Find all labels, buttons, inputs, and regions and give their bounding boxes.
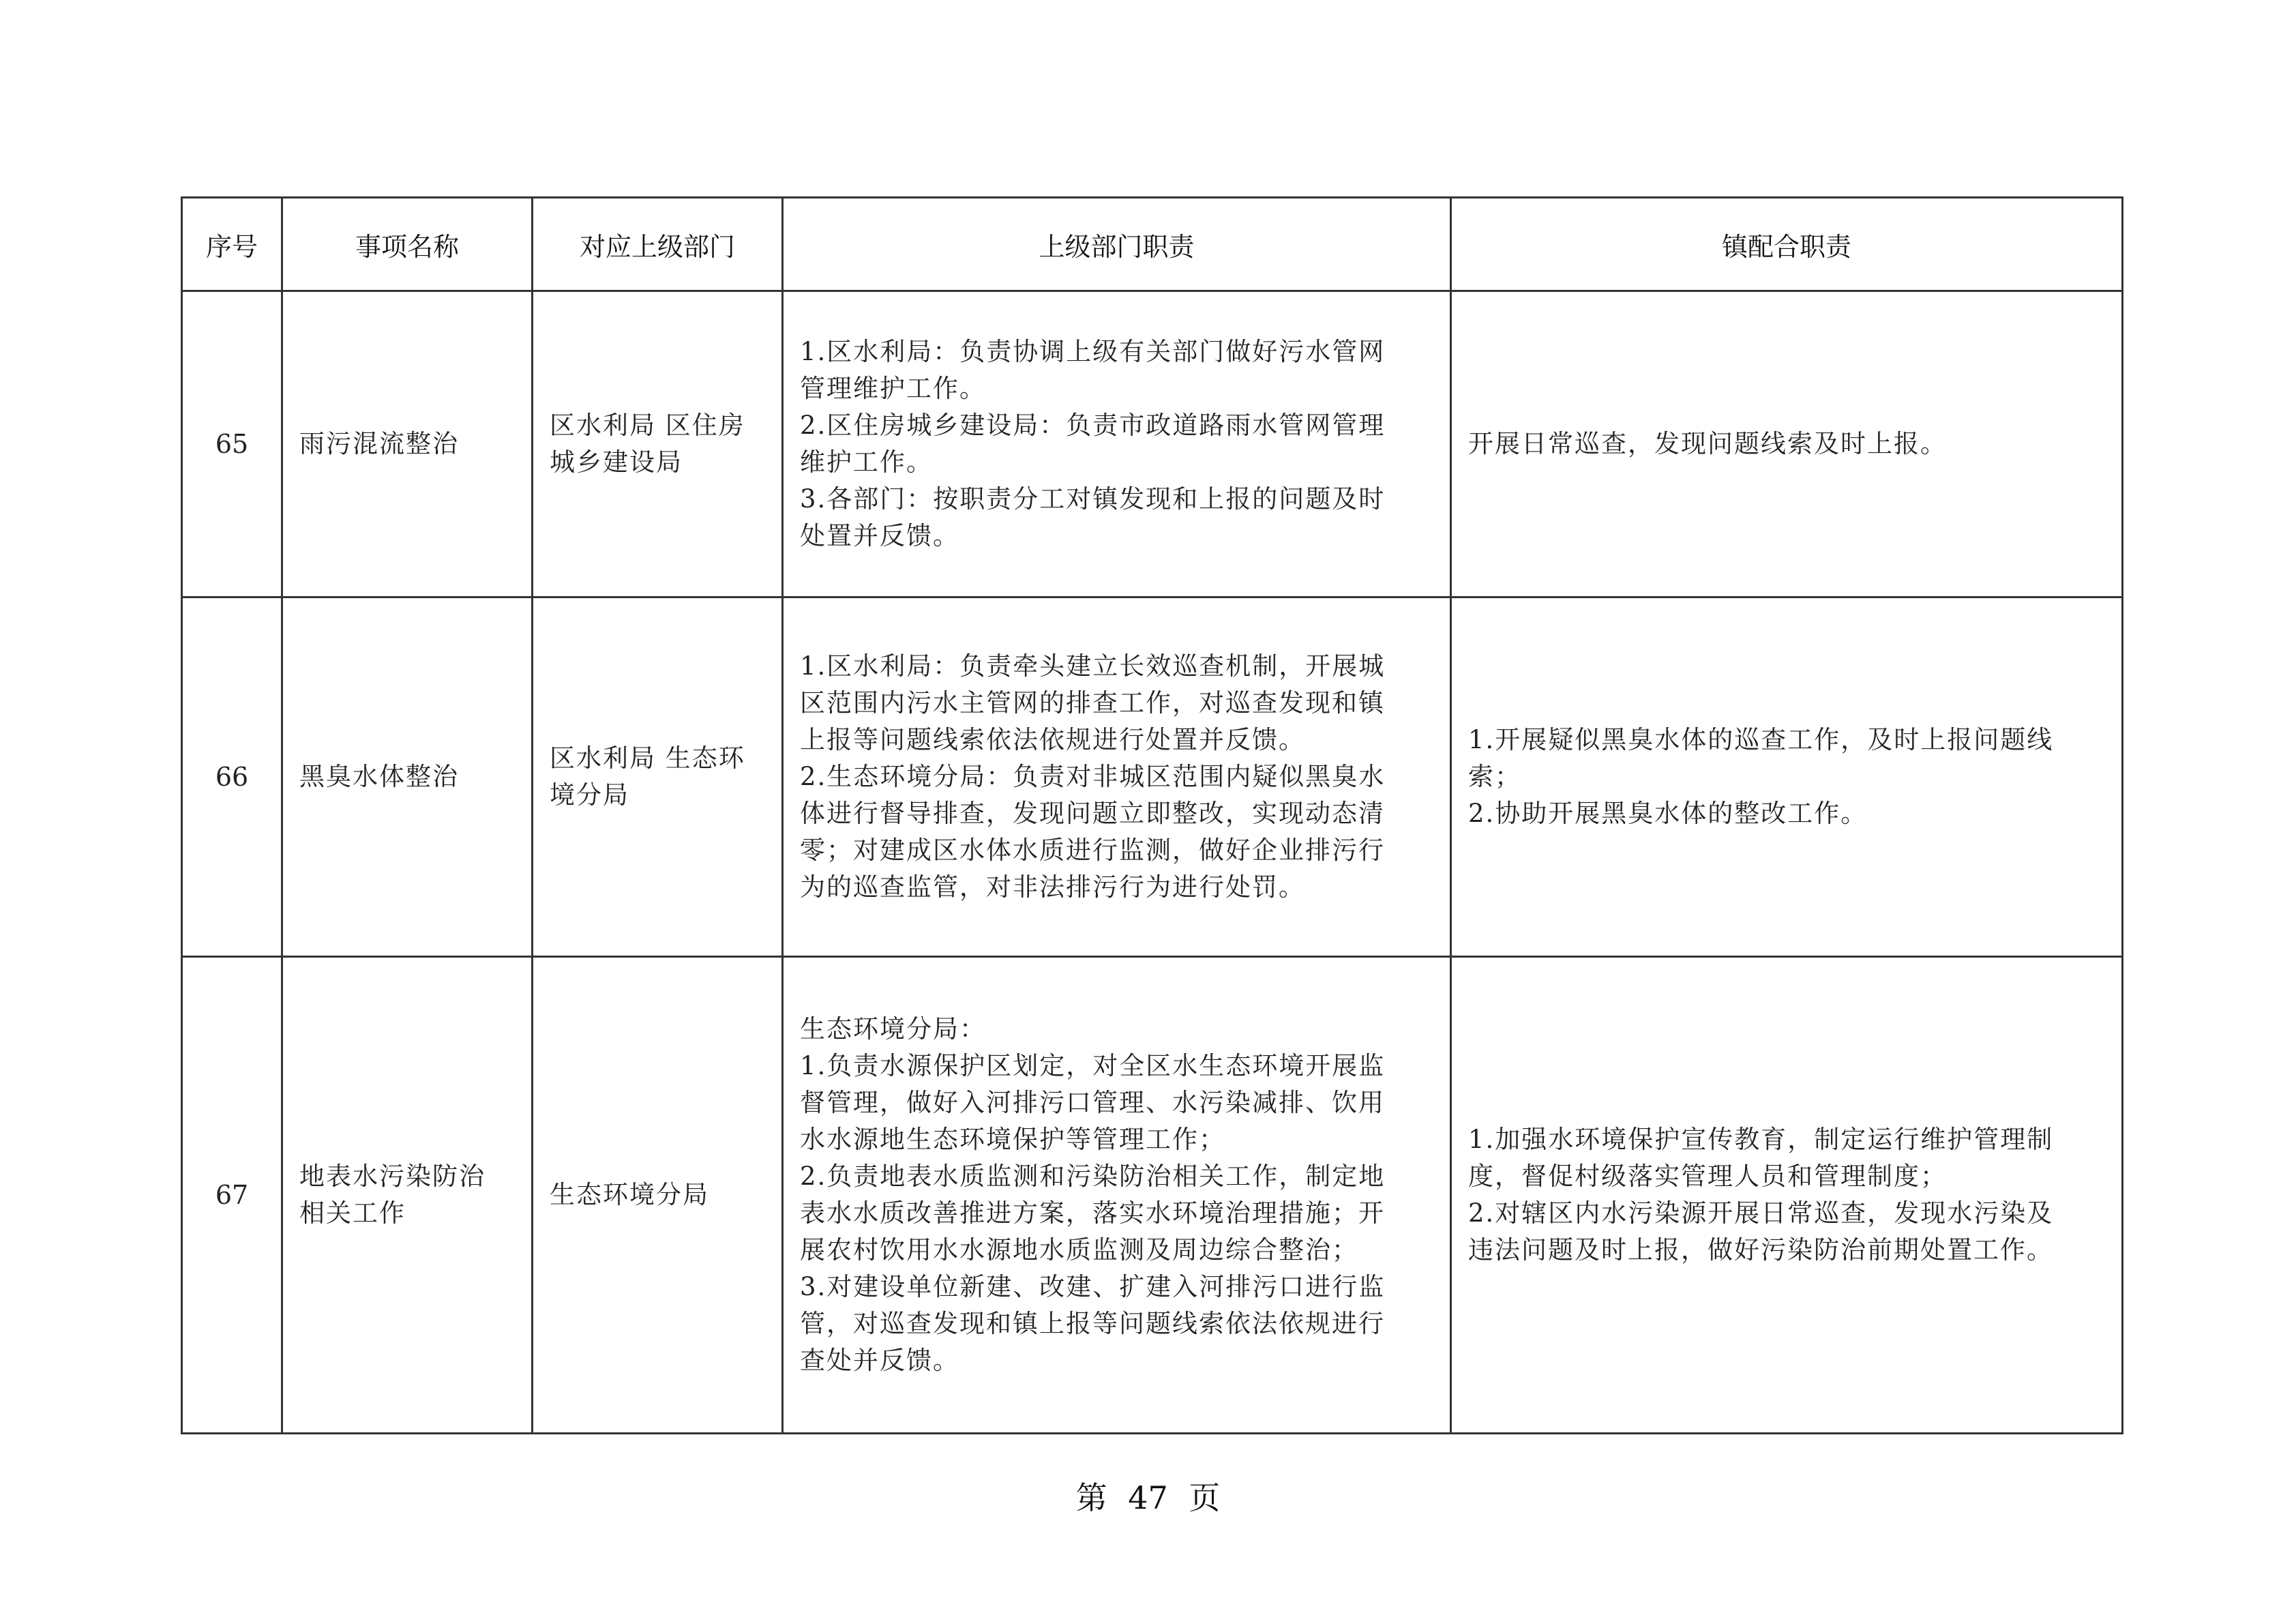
text-line: 1.区水利局：负责协调上级有关部门做好污水管网 — [800, 337, 1386, 366]
text-line: 相关工作 — [299, 1198, 406, 1228]
page-number-footer — [0, 1473, 2296, 1518]
row-town-duties — [1451, 291, 2123, 597]
row-upper-department — [533, 957, 783, 1434]
row-serial-number: 66 — [182, 597, 282, 957]
header-serial-number: 序号 — [182, 198, 282, 291]
table-header-row — [182, 198, 2123, 291]
table-row — [182, 597, 2123, 957]
row-upper-duties — [783, 597, 1451, 957]
text-line: 索； — [1468, 762, 1521, 791]
text-line: 查处并反馈。 — [800, 1346, 959, 1375]
text-line: 2.负责地表水质监测和污染防治相关工作，制定地 — [800, 1162, 1386, 1191]
header-upper-duties: 上级部门职责 — [783, 198, 1451, 291]
page-prefix: 第 — [1075, 1479, 1107, 1516]
text-line: 维护工作。 — [800, 447, 933, 477]
text-line: 零；对建成区水体水质进行监测，做好企业排污行 — [800, 836, 1385, 865]
table-row — [182, 957, 2123, 1434]
header-town-duties: 镇配合职责 — [1451, 198, 2123, 291]
row-item-name — [282, 957, 533, 1434]
page-suffix: 页 — [1189, 1479, 1221, 1516]
text-line: 区水利局 区住房 — [550, 411, 745, 440]
text-line: 展农村饮用水水源地水质监测及周边综合整治； — [800, 1235, 1358, 1265]
text-line: 违法问题及时上报，做好污染防治前期处置工作。 — [1468, 1235, 2053, 1265]
row-town-duties — [1451, 957, 2123, 1434]
text-line: 雨污混流整治 — [299, 429, 459, 458]
row-upper-department — [533, 597, 783, 957]
responsibility-table — [181, 196, 2123, 1434]
row-town-duties — [1451, 597, 2123, 957]
text-line: 督管理，做好入河排污口管理、水污染减排、饮用 — [800, 1088, 1385, 1117]
text-line: 黑臭水体整治 — [299, 762, 459, 791]
text-line: 水水源地生态环境保护等管理工作； — [800, 1125, 1225, 1154]
text-line: 1.加强水环境保护宣传教育，制定运行维护管理制 — [1468, 1125, 2054, 1154]
text-line: 地表水污染防治 — [299, 1162, 486, 1191]
row-item-name — [282, 597, 533, 957]
text-line: 2.区住房城乡建设局：负责市政道路雨水管网管理 — [800, 411, 1386, 440]
text-line: 生态环境分局： — [800, 1014, 986, 1044]
text-line: 3.对建设单位新建、改建、扩建入河排污口进行监 — [800, 1272, 1386, 1301]
text-line: 3.各部门：按职责分工对镇发现和上报的问题及时 — [800, 484, 1386, 514]
text-line: 2.对辖区内水污染源开展日常巡查，发现水污染及 — [1468, 1198, 2054, 1228]
page-number: 47 — [1128, 1479, 1168, 1516]
text-line: 表水水质改善推进方案，落实水环境治理措施；开 — [800, 1198, 1385, 1228]
row-item-name — [282, 291, 533, 597]
text-line: 1.区水利局：负责牵头建立长效巡查机制，开展城 — [800, 651, 1386, 681]
text-line: 上报等问题线索依法依规进行处置并反馈。 — [800, 725, 1305, 754]
text-line: 1.开展疑似黑臭水体的巡查工作，及时上报问题线 — [1468, 725, 2054, 754]
text-line: 境分局 — [550, 780, 629, 810]
text-line: 度，督促村级落实管理人员和管理制度； — [1468, 1162, 1947, 1191]
text-line: 生态环境分局 — [550, 1180, 709, 1209]
text-line: 区水利局 生态环 — [550, 743, 745, 773]
row-serial-number: 65 — [182, 291, 282, 597]
text-line: 城乡建设局 — [550, 447, 683, 477]
header-upper-department: 对应上级部门 — [533, 198, 783, 291]
text-line: 区范围内污水主管网的排查工作，对巡查发现和镇 — [800, 688, 1385, 718]
row-upper-duties — [783, 291, 1451, 597]
text-line: 管，对巡查发现和镇上报等问题线索依法依规进行 — [800, 1309, 1385, 1338]
text-line: 管理维护工作。 — [800, 374, 986, 403]
text-line: 处置并反馈。 — [800, 521, 959, 550]
row-upper-department — [533, 291, 783, 597]
row-upper-duties — [783, 957, 1451, 1434]
text-line: 体进行督导排查，发现问题立即整改，实现动态清 — [800, 799, 1385, 828]
text-line: 2.生态环境分局：负责对非城区范围内疑似黑臭水 — [800, 762, 1386, 791]
text-line: 为的巡查监管，对非法排污行为进行处罚。 — [800, 872, 1305, 902]
text-line: 开展日常巡查，发现问题线索及时上报。 — [1468, 429, 1947, 458]
row-serial-number: 67 — [182, 957, 282, 1434]
text-line: 1.负责水源保护区划定，对全区水生态环境开展监 — [800, 1051, 1386, 1080]
text-line: 2.协助开展黑臭水体的整改工作。 — [1468, 799, 1868, 828]
header-item-name: 事项名称 — [282, 198, 533, 291]
table-row — [182, 291, 2123, 597]
